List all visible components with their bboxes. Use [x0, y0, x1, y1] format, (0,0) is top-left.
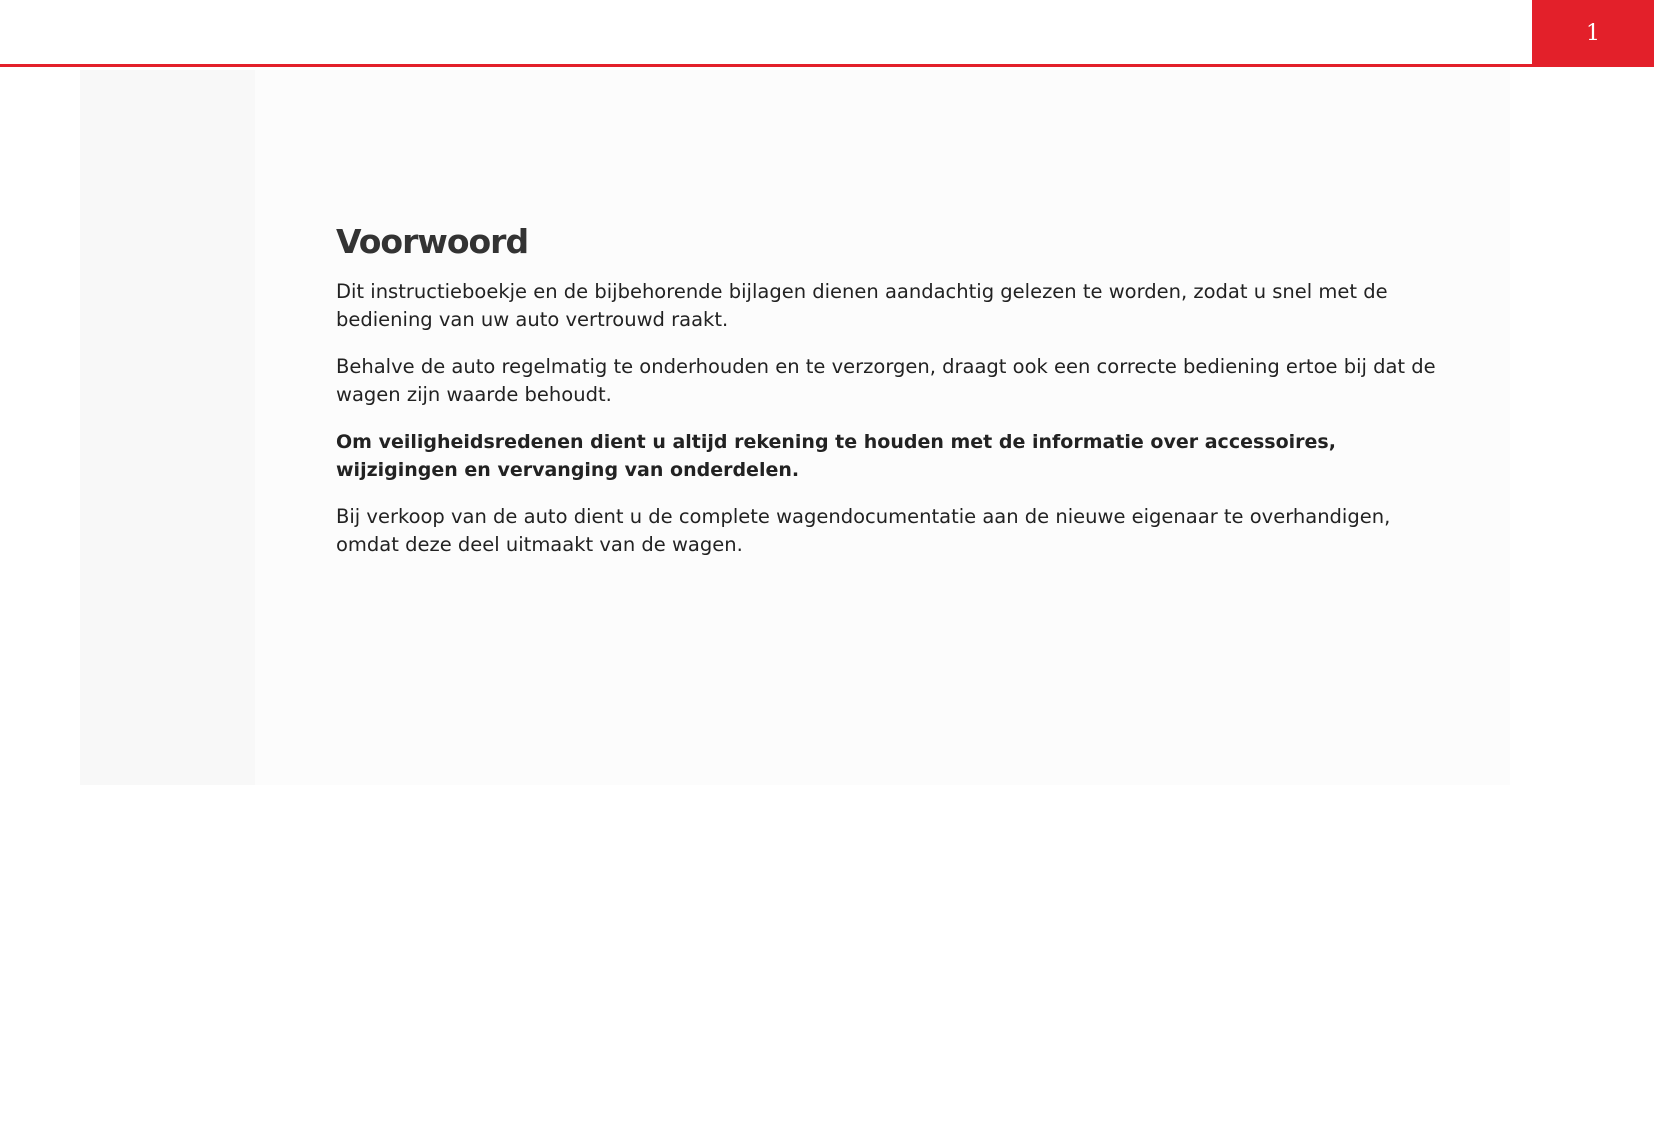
page-scan-margin [80, 70, 255, 785]
paragraph-sale: Bij verkoop van de auto dient u de complete wagendocumentatie aan de nieuwe eigenaar te overhandigen, omdat deze deel uitmaakt van de wagen. [336, 505, 1391, 556]
page-number: 1 [1586, 21, 1600, 46]
paragraph-maintenance: Behalve de auto regelmatig te onderhouden en te verzorgen, draagt ook een correcte bediening ertoe bij dat de wagen zijn waarde behoudt. [336, 355, 1436, 406]
paragraph-intro: Dit instructieboekje en de bijbehorende bijlagen dienen aandachtig gelezen te worden, zodat u snel met de bediening van uw auto vertrouwd raakt. [336, 280, 1388, 331]
paragraph-safety-notice: Om veiligheidsredenen dient u altijd rekening te houden met de informatie over accessoires, wijzigingen en vervanging van onderdelen. [336, 431, 1336, 481]
header-rule [0, 64, 1532, 67]
page-number-tab [1532, 0, 1654, 67]
page-title: Voorwoord [336, 222, 529, 261]
foreword-section [336, 218, 1446, 578]
